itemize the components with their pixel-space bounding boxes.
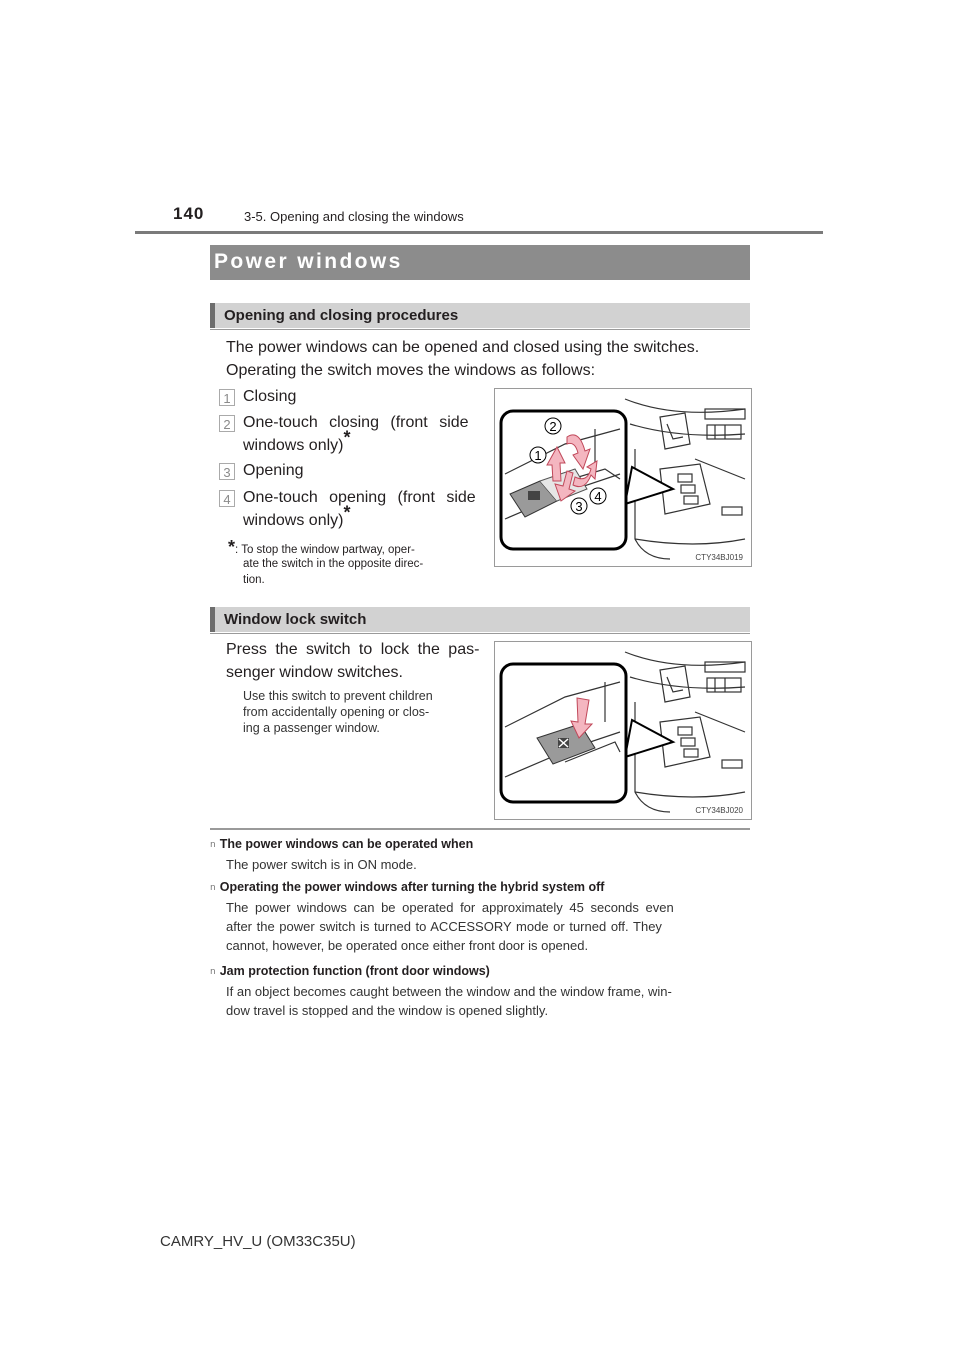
- step-text: One-touch opening (front side: [243, 489, 476, 506]
- footer-model-code: CAMRY_HV_U (OM33C35U): [160, 1233, 356, 1250]
- asterisk: *: [343, 502, 351, 523]
- door-panel-drawing: [495, 642, 751, 819]
- info-text: after the power switch is turned to ACCESSORY mode or turned off. They: [226, 919, 662, 934]
- callout-2: 2: [549, 419, 557, 434]
- callout-1: 1: [534, 448, 542, 463]
- page-number: 140: [173, 204, 205, 223]
- step-number: 2: [219, 415, 235, 432]
- section-heading: Window lock switch: [224, 611, 367, 628]
- intro-line: Operating the switch moves the windows as follows:: [226, 362, 596, 379]
- section-heading-bar: [210, 607, 750, 632]
- note-line: ing a passenger window.: [243, 721, 380, 735]
- body-text: senger window switches.: [226, 664, 403, 681]
- info-heading: n Operating the power windows after turning the hybrid system off: [210, 880, 605, 894]
- footnote: *: To stop the window partway, oper-: [228, 537, 415, 557]
- footnote-line: ate the switch in the opposite direc-: [243, 558, 424, 570]
- door-panel-drawing: [495, 389, 751, 566]
- asterisk: *: [343, 427, 351, 448]
- page-title: Power windows: [214, 250, 403, 273]
- step-text: Opening: [243, 462, 304, 479]
- square-bullet-icon: n: [210, 840, 216, 850]
- square-bullet-icon: n: [210, 883, 216, 893]
- info-text: The power windows can be operated for approximately 45 seconds even: [226, 900, 674, 915]
- footnote-line: tion.: [243, 574, 265, 586]
- info-divider: [210, 828, 750, 830]
- body-text: Press the switch to lock the pas-: [226, 641, 480, 658]
- step-text: Closing: [243, 388, 297, 405]
- info-text: If an object becomes caught between the window and the window frame, win-: [226, 984, 672, 999]
- info-text: dow travel is stopped and the window is opened slightly.: [226, 1003, 549, 1018]
- step-text: windows only)*: [243, 427, 351, 454]
- info-text: cannot, however, be operated once either front door is opened.: [226, 938, 589, 953]
- info-heading: n The power windows can be operated when: [210, 837, 474, 851]
- step-number: 3: [219, 463, 235, 480]
- page-title-bar: [210, 245, 750, 280]
- callout-4: 4: [594, 489, 602, 504]
- info-heading: n Jam protection function (front door windows): [210, 964, 490, 978]
- header-divider: [135, 231, 823, 234]
- step-text: windows only)*: [243, 502, 351, 529]
- section-heading: Opening and closing procedures: [224, 307, 459, 324]
- step-number: 4: [219, 490, 235, 507]
- step-number: 1: [219, 389, 235, 406]
- section-heading-bar: [210, 303, 750, 328]
- callout-3: 3: [575, 499, 583, 514]
- section-header: 3-5. Opening and closing the windows: [244, 209, 464, 224]
- intro-line: The power windows can be opened and closed using the switches.: [226, 339, 700, 356]
- figure-code: CTY34BJ020: [695, 806, 743, 815]
- step-text: One-touch closing (front side: [243, 414, 469, 431]
- window-switch-illustration: [494, 388, 752, 567]
- info-text: The power switch is in ON mode.: [226, 857, 417, 872]
- window-lock-illustration: [494, 641, 752, 820]
- figure-code: CTY34BJ019: [695, 553, 743, 562]
- square-bullet-icon: n: [210, 967, 216, 977]
- note-line: Use this switch to prevent children: [243, 689, 433, 703]
- note-line: from accidentally opening or clos-: [243, 705, 430, 719]
